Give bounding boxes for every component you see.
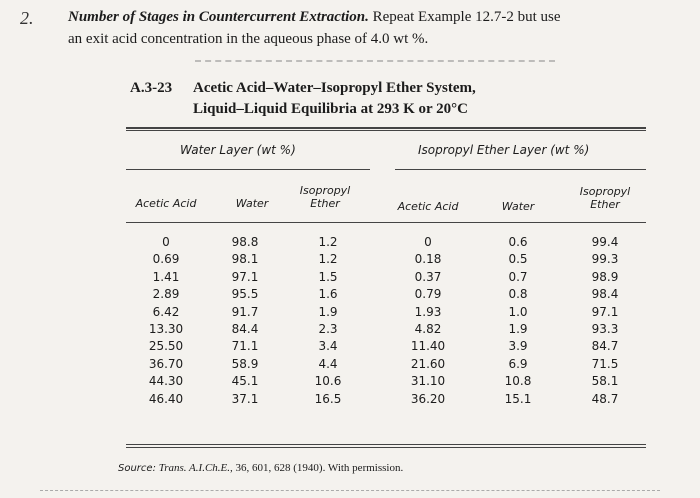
ether-layer-heading: Isopropyl Ether Layer (wt %) bbox=[418, 143, 590, 157]
table-cell: 98.1 bbox=[231, 252, 259, 267]
col-water-water bbox=[220, 234, 270, 408]
table-cell: 1.93 bbox=[414, 304, 442, 319]
table-id: A.3-23 bbox=[130, 80, 173, 96]
page-edge-divider bbox=[40, 490, 660, 491]
table-cell: 0.6 bbox=[508, 235, 528, 249]
table-cell: 11.40 bbox=[410, 339, 446, 354]
ether-group-rule bbox=[395, 169, 646, 170]
table-cell: 25.50 bbox=[148, 339, 184, 354]
table-cell: 97.1 bbox=[231, 269, 259, 284]
problem-statement-line1 bbox=[68, 9, 561, 26]
col-header-ether-water: Water bbox=[501, 200, 535, 213]
table-bottom-rule bbox=[126, 444, 646, 445]
table-cell: 0 bbox=[162, 235, 170, 249]
col-ether-acetic-acid bbox=[396, 234, 460, 408]
table-cell: 1.2 bbox=[318, 235, 338, 249]
water-group-rule bbox=[126, 169, 370, 170]
source-details: 36, 601, 628 (1940). With permission. bbox=[235, 462, 404, 474]
table-cell: 4.4 bbox=[318, 356, 338, 371]
table-cell: 45.1 bbox=[231, 374, 259, 389]
table-title-line1: Acetic Acid–Water–Isopropyl Ether System, bbox=[193, 80, 476, 96]
table-cell: 2.3 bbox=[318, 322, 338, 337]
table-cell: 36.70 bbox=[148, 356, 184, 371]
col-water-acetic-acid bbox=[134, 234, 198, 408]
table-cell: 1.6 bbox=[318, 287, 338, 302]
table-cell: 3.9 bbox=[508, 339, 528, 354]
table-cell: 98.8 bbox=[231, 235, 259, 249]
table-cell: 13.30 bbox=[148, 322, 184, 337]
table-cell: 1.0 bbox=[508, 304, 528, 319]
problem-statement-line2: an exit acid concentration in the aqueous phase of 4.0 wt %. bbox=[68, 31, 429, 47]
table-title-line2: Liquid–Liquid Equilibria at 293 K or 20°C bbox=[193, 101, 468, 117]
table-cell: 0.69 bbox=[152, 252, 180, 267]
table-cell: 98.9 bbox=[591, 269, 619, 284]
col-header-water-isopropyl-ether bbox=[290, 184, 360, 210]
problem-title: Number of Stages in Countercurrent Extraction. bbox=[68, 9, 369, 25]
table-cell: 99.4 bbox=[591, 235, 619, 249]
col-header-ether-acetic-acid: Acetic Acid bbox=[397, 200, 459, 213]
col-ether-isopropyl-ether bbox=[580, 234, 630, 408]
table-cell: 84.4 bbox=[231, 322, 259, 337]
col-header-line: Ether bbox=[310, 197, 340, 210]
table-cell: 1.2 bbox=[318, 252, 338, 267]
table-cell: 1.41 bbox=[152, 269, 180, 284]
table-cell: 1.5 bbox=[318, 269, 338, 284]
table-cell: 91.7 bbox=[231, 304, 259, 319]
table-cell: 46.40 bbox=[148, 391, 184, 406]
col-header-ether-isopropyl-ether bbox=[570, 185, 640, 211]
table-cell: 36.20 bbox=[410, 391, 446, 406]
table-cell: 48.7 bbox=[591, 391, 619, 406]
table-cell: 4.82 bbox=[414, 322, 442, 337]
problem-text-1: Repeat Example 12.7-2 but use bbox=[372, 9, 561, 25]
table-cell: 0.18 bbox=[414, 252, 442, 267]
table-top-rule bbox=[126, 127, 646, 129]
table-cell: 10.6 bbox=[314, 374, 342, 389]
table-cell: 0.7 bbox=[508, 269, 528, 284]
header-rule bbox=[126, 222, 646, 223]
table-cell: 99.3 bbox=[591, 252, 619, 267]
table-cell: 1.9 bbox=[318, 304, 338, 319]
col-header-line: Ether bbox=[590, 198, 620, 211]
table-cell: 6.9 bbox=[508, 356, 528, 371]
table-cell: 37.1 bbox=[231, 391, 259, 406]
table-cell: 0.79 bbox=[414, 287, 442, 302]
table-cell: 1.9 bbox=[508, 322, 528, 337]
table-cell: 84.7 bbox=[591, 339, 619, 354]
source-label: Source: bbox=[118, 463, 156, 474]
table-cell: 21.60 bbox=[410, 356, 446, 371]
table-cell: 0.8 bbox=[508, 287, 528, 302]
water-layer-heading: Water Layer (wt %) bbox=[180, 143, 296, 157]
col-water-isopropyl-ether bbox=[306, 234, 350, 408]
table-cell: 71.5 bbox=[591, 356, 619, 371]
table-top-rule-2 bbox=[126, 130, 646, 131]
table-cell: 6.42 bbox=[152, 304, 180, 319]
problem-number: 2. bbox=[20, 8, 34, 28]
table-cell: 44.30 bbox=[148, 374, 184, 389]
table-cell: 95.5 bbox=[231, 287, 259, 302]
source-journal: Trans. A.I.Ch.E., bbox=[158, 462, 233, 474]
table-cell: 97.1 bbox=[591, 304, 619, 319]
table-cell: 58.9 bbox=[231, 356, 259, 371]
table-cell: 16.5 bbox=[314, 391, 342, 406]
col-header-water-acetic-acid: Acetic Acid bbox=[135, 197, 197, 210]
col-header-line: Isopropyl bbox=[299, 184, 351, 197]
table-cell: 58.1 bbox=[591, 374, 619, 389]
table-cell: 0.37 bbox=[414, 269, 442, 284]
table-cell: 15.1 bbox=[504, 391, 532, 406]
divider bbox=[195, 60, 555, 62]
table-cell: 0 bbox=[424, 235, 432, 249]
table-source bbox=[118, 462, 403, 474]
col-header-line: Isopropyl bbox=[579, 185, 631, 198]
table-cell: 93.3 bbox=[591, 322, 619, 337]
col-header-water-water: Water bbox=[235, 197, 269, 210]
table-cell: 3.4 bbox=[318, 339, 338, 354]
table-cell: 0.5 bbox=[508, 252, 528, 267]
table-cell: 71.1 bbox=[231, 339, 259, 354]
table-bottom-rule-2 bbox=[126, 447, 646, 448]
table-cell: 31.10 bbox=[410, 374, 446, 389]
table-cell: 2.89 bbox=[152, 287, 180, 302]
col-ether-water bbox=[496, 234, 540, 408]
table-cell: 10.8 bbox=[504, 374, 532, 389]
table-cell: 98.4 bbox=[591, 287, 619, 302]
